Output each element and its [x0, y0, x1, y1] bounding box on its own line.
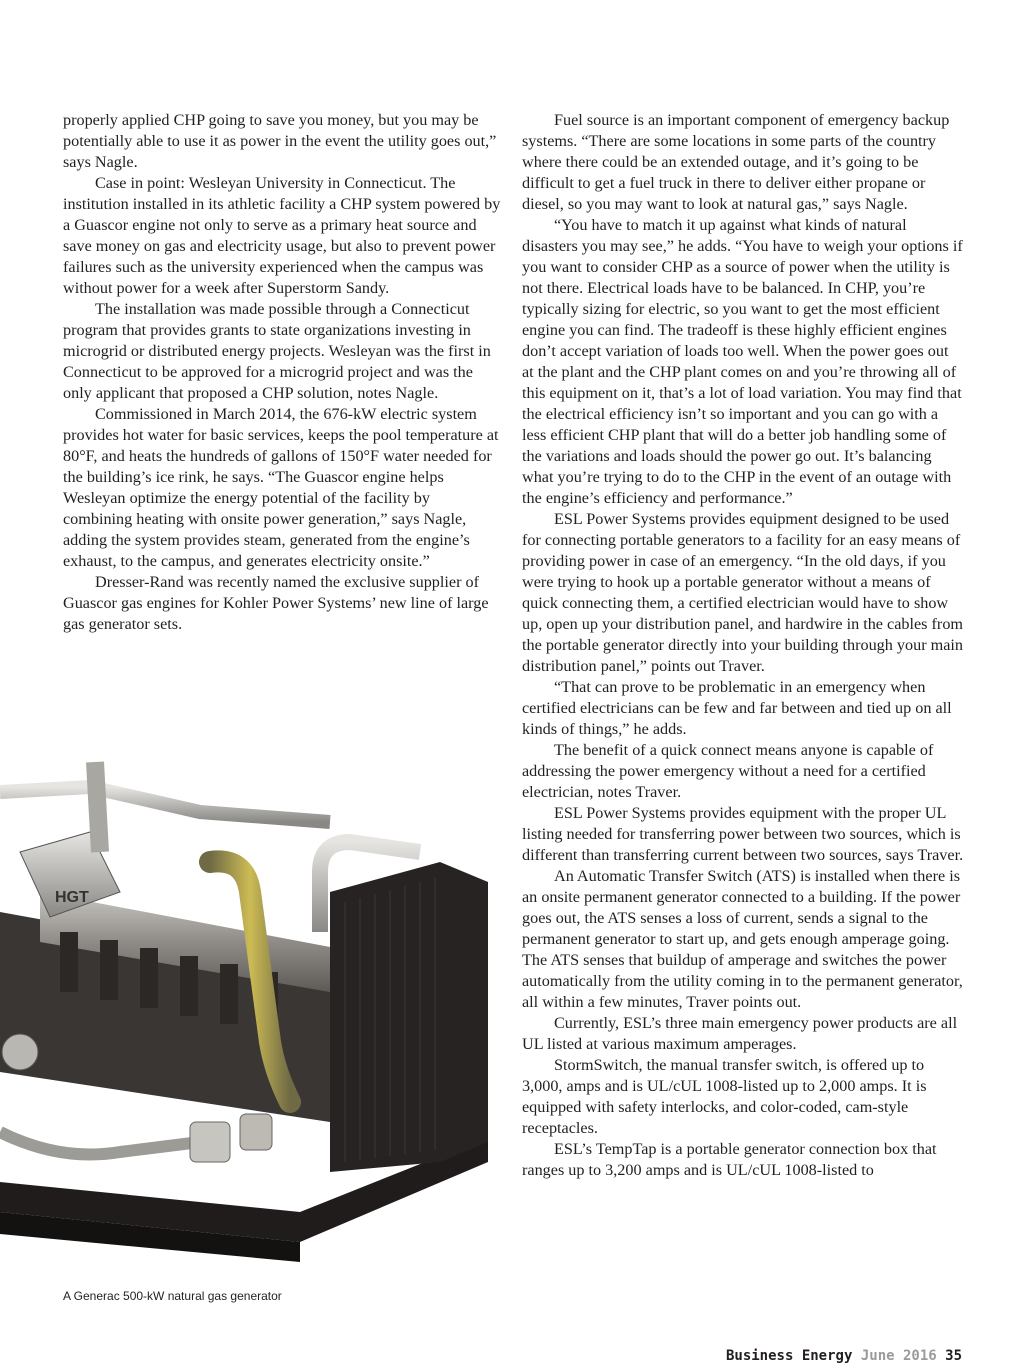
- paragraph: ESL Power Systems provides equipment with the proper UL listing needed for transferring power between two sources, which is different than transferring current between two sources, says Traver.: [522, 804, 964, 864]
- photo-caption: A Generac 500-kW natural gas generator: [63, 1289, 282, 1303]
- paragraph: “That can prove to be problematic in an emergency when certified electricians can be few and far between and tied up on all kinds of things,” he adds.: [522, 678, 952, 738]
- paragraph: Dresser-Rand was recently named the exclusive supplier of Guascor gas engines for Kohler Power Systems’ new line of large gas generator sets.: [63, 573, 489, 633]
- paragraph: ESL Power Systems provides equipment designed to be used for connecting portable generators to a facility for an easy means of providing power in case of an emergency. “In the old days, if you were trying to hook up a portable generator without a means of quick connecting them, a certified electrician would have to show up, open up your distribution panel, and hardwire in the cables from the portable generator directly into your building through your main distribution panel,” points out Traver.: [522, 510, 963, 675]
- engine-label: HGT: [55, 889, 89, 906]
- issue-date: June 2016: [860, 1348, 937, 1364]
- paragraph: Fuel source is an important component of emergency backup systems. “There are some locations in some parts of the country where there could be an extended outage, and it’s going to be difficult to get a fuel truck in there to deliver either propane or diesel, so you may want to look at natural gas,” says Nagle.: [522, 111, 950, 213]
- paragraph: properly applied CHP going to save you money, but you may be potentially able to use it as power in the event the utility goes out,” says Nagle.: [63, 111, 497, 171]
- paragraph: “You have to match it up against what kinds of natural disasters you may see,” he adds. “You have to weigh your options if you want to consider CHP as a source of power when the utility is not there. Electrical loads have to be balanced. In CHP, you’re typically sizing for electric, so you want to get the most efficient engine you can find. The tradeoff is these highly efficient engines don’t accept variation of loads too well. When the power goes out at the plant and the CHP plant comes on and you’re throwing all of this equipment on it, that’s a lot of load variation. You may find that the electrical efficiency isn’t so important and you can go with a less efficient CHP plant that will do a better job handling some of the variations and loads should the power go out. It’s balancing what you’re trying to do to the CHP in the event of an outage with the engine’s efficiency and performance.”: [522, 216, 963, 507]
- paragraph: StormSwitch, the manual transfer switch, is offered up to 3,000, amps and is UL/cUL 1008-listed up to 2,000 amps. It is equipped with safety interlocks, and color-coded, cam-style receptacles.: [522, 1056, 927, 1137]
- paragraph: An Automatic Transfer Switch (ATS) is installed when there is an onsite permanent generator connected to a building. If the power goes out, the ATS senses a loss of current, sends a signal to the permanent generator to start up, and gets enough amperage going. The ATS senses that buildup of amperage and switches the power automatically from the utility coming in to the permanent generator, all within a few minutes, Traver points out.: [522, 867, 963, 1011]
- paragraph: Commissioned in March 2014, the 676-kW electric system provides hot water for basic services, keeps the pool temperature at 80°F, and heats the hundreds of gallons of 150°F water needed for the building’s ice rink, he says. “The Guascor engine helps Wesleyan optimize the energy potential of the facility by combining heating with onsite power generation,” says Nagle, adding the system provides steam, generated from the engine’s exhaust, to the campus, and generates electricity onsite.”: [63, 405, 499, 570]
- generator-photo: [0, 742, 500, 1277]
- paragraph: Case in point: Wesleyan University in Connecticut. The institution installed in its athletic facility a CHP system powered by a Guascor engine not only to serve as a primary heat source and save money on gas and electricity usage, but also to prevent power failures such as the university experienced when the campus was without power for a week after Superstorm Sandy.: [63, 174, 501, 297]
- paragraph: Currently, ESL’s three main emergency power products are all UL listed at various maximum amperages.: [522, 1014, 958, 1053]
- right-column: [522, 110, 964, 1181]
- paragraph: The benefit of a quick connect means anyone is capable of addressing the power emergency without a need for a certified electrician, notes Traver.: [522, 741, 934, 801]
- paragraph: ESL’s TempTap is a portable generator connection box that ranges up to 3,200 amps and is UL/cUL 1008-listed to: [522, 1140, 937, 1179]
- left-column: [63, 110, 503, 635]
- paragraph: The installation was made possible through a Connecticut program that provides grants to state organizations investing in microgrid or distributed energy projects. Wesleyan was the first in Connecticut to be approved for a microgrid project and was the only applicant that proposed a CHP solution, notes Nagle.: [63, 300, 491, 402]
- page-number: 35: [945, 1348, 962, 1364]
- publication-name: Business Energy: [725, 1348, 853, 1364]
- page-footer: [726, 1348, 962, 1364]
